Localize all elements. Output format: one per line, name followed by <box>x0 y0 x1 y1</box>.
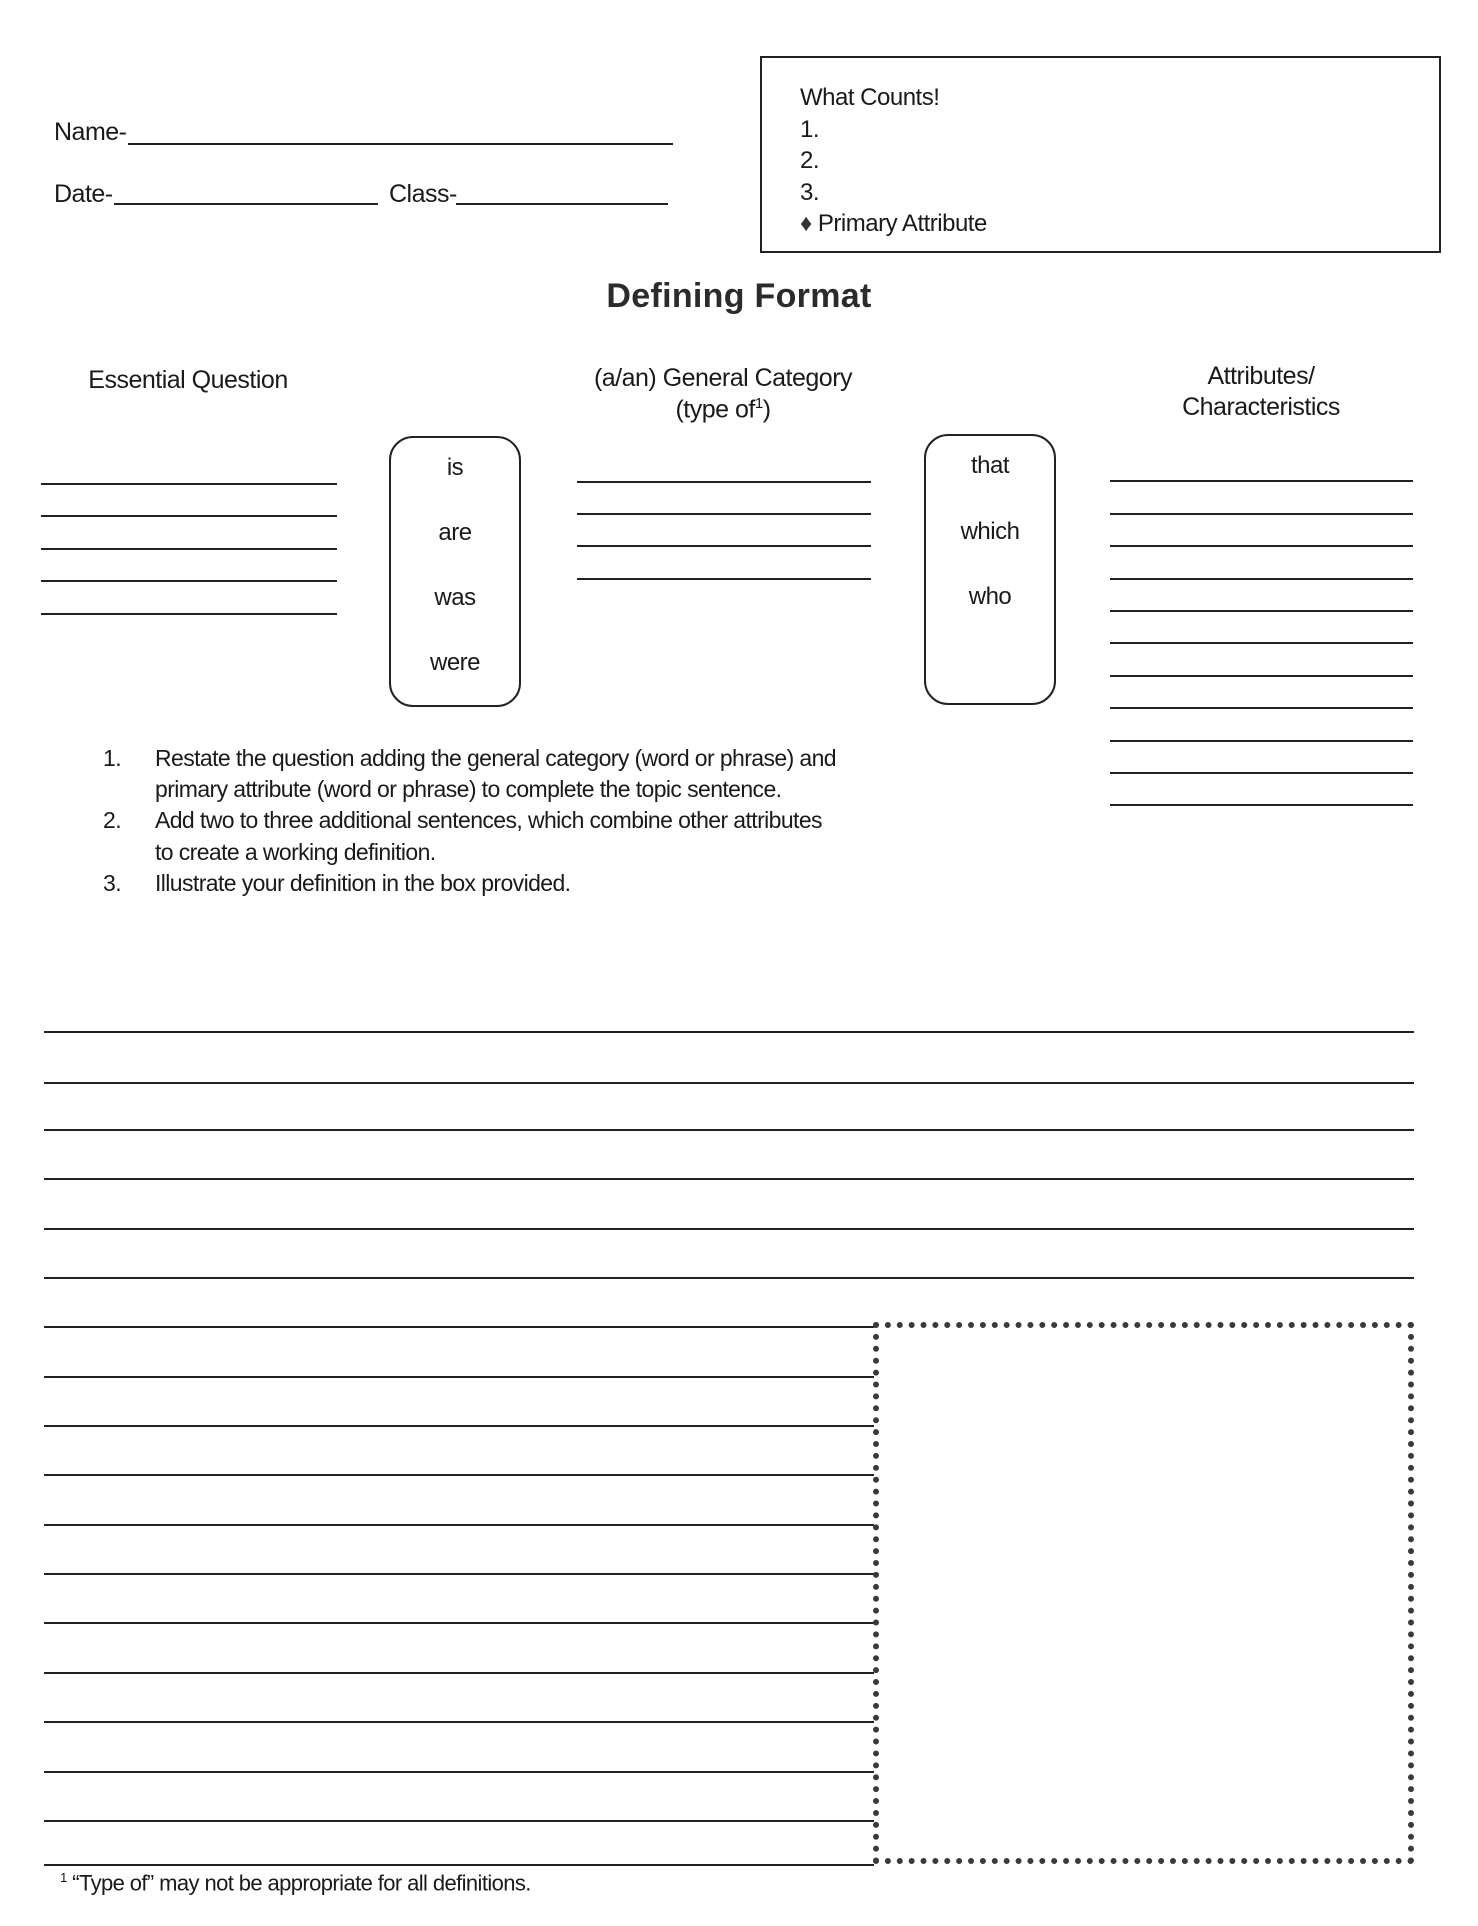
writing-line-9[interactable] <box>44 1425 874 1427</box>
attribute-line-1[interactable] <box>1110 480 1413 482</box>
essential-question-line-2[interactable] <box>41 515 337 517</box>
attributes-heading-line1: Attributes/ <box>1207 362 1315 390</box>
attribute-line-11[interactable] <box>1110 804 1413 806</box>
pronoun-which: which <box>960 518 1020 545</box>
essential-question-line-4[interactable] <box>41 580 337 582</box>
writing-line-3[interactable] <box>44 1129 1414 1131</box>
class-field[interactable] <box>456 203 668 205</box>
footnote <box>60 1870 531 1896</box>
essential-question-heading: Essential Question <box>88 366 288 394</box>
attribute-line-8[interactable] <box>1110 707 1413 709</box>
writing-line-14[interactable] <box>44 1672 874 1674</box>
verb-bubble <box>389 436 521 707</box>
what-counts-item-1: 1. <box>800 116 820 143</box>
instruction-2-line-2: to create a working definition. <box>155 839 436 865</box>
writing-line-6[interactable] <box>44 1277 1414 1279</box>
what-counts-title: What Counts! <box>800 84 940 111</box>
pronoun-that: that <box>970 452 1010 479</box>
attribute-line-3[interactable] <box>1110 545 1413 547</box>
illustration-box[interactable] <box>873 1322 1414 1864</box>
instruction-2-number: 2. <box>103 807 122 833</box>
attribute-line-6[interactable] <box>1110 642 1413 644</box>
general-category-line-3[interactable] <box>577 545 871 547</box>
general-category-heading: (a/an) General Category <box>593 364 853 392</box>
writing-line-10[interactable] <box>44 1474 874 1476</box>
footnote-text: “Type of” may not be appropriate for all definitions. <box>72 1870 531 1896</box>
instruction-1-number: 1. <box>103 745 122 771</box>
date-field[interactable] <box>114 203 378 205</box>
writing-line-13[interactable] <box>44 1622 874 1624</box>
verb-are: are <box>438 519 472 546</box>
essential-question-line-5[interactable] <box>41 613 337 615</box>
writing-line-17[interactable] <box>44 1820 874 1822</box>
relative-pronoun-bubble <box>924 434 1056 705</box>
what-counts-item-2: 2. <box>800 147 820 174</box>
attribute-line-4[interactable] <box>1110 578 1413 580</box>
attribute-line-9[interactable] <box>1110 740 1413 742</box>
verb-is: is <box>446 454 464 481</box>
general-category-line-2[interactable] <box>577 513 871 515</box>
footnote-marker: 1 <box>60 1870 67 1885</box>
attribute-line-7[interactable] <box>1110 675 1413 677</box>
writing-line-12[interactable] <box>44 1573 874 1575</box>
diamond-icon: ♦ <box>800 210 812 237</box>
general-category-subheading: (type $of^1$) <box>675 395 771 424</box>
name-field[interactable] <box>128 143 673 145</box>
general-category-line-1[interactable] <box>577 481 871 483</box>
date-label: Date- <box>54 180 113 208</box>
attribute-line-5[interactable] <box>1110 610 1413 612</box>
pronoun-who: who <box>968 583 1012 610</box>
writing-line-7[interactable] <box>44 1326 874 1328</box>
instruction-1-line-2: primary attribute (word or phrase) to complete the topic sentence. <box>155 776 782 802</box>
writing-line-1[interactable] <box>44 1031 1414 1033</box>
writing-line-2[interactable] <box>44 1082 1414 1084</box>
what-counts-box <box>760 56 1441 253</box>
writing-line-8[interactable] <box>44 1376 874 1378</box>
instruction-3-line-1: Illustrate your definition in the box provided. <box>155 870 571 896</box>
writing-line-18[interactable] <box>44 1864 874 1866</box>
attribute-line-10[interactable] <box>1110 772 1413 774</box>
primary-attribute-label: Primary Attribute <box>817 210 987 237</box>
instruction-2-line-1: Add two to three additional sentences, which combine other attributes <box>155 807 822 833</box>
primary-attribute-row <box>800 210 987 238</box>
general-category-line-4[interactable] <box>577 578 871 580</box>
attribute-line-2[interactable] <box>1110 513 1413 515</box>
essential-question-line-1[interactable] <box>41 483 337 485</box>
what-counts-item-3: 3. <box>800 179 820 206</box>
page-title: Defining Format <box>606 277 872 315</box>
writing-line-4[interactable] <box>44 1178 1414 1180</box>
verb-was: was <box>434 584 476 611</box>
writing-line-16[interactable] <box>44 1771 874 1773</box>
writing-line-15[interactable] <box>44 1721 874 1723</box>
instruction-3-number: 3. <box>103 870 122 896</box>
verb-were: were <box>429 649 481 676</box>
writing-line-11[interactable] <box>44 1524 874 1526</box>
essential-question-line-3[interactable] <box>41 548 337 550</box>
attributes-heading-line2: Characteristics <box>1182 393 1340 421</box>
instruction-1-line-1: Restate the question adding the general category (word or phrase) and <box>155 745 837 771</box>
class-label: Class- <box>389 180 457 208</box>
footnote-ref: 1 <box>754 395 763 412</box>
writing-line-5[interactable] <box>44 1228 1414 1230</box>
name-label: Name- <box>54 118 127 146</box>
